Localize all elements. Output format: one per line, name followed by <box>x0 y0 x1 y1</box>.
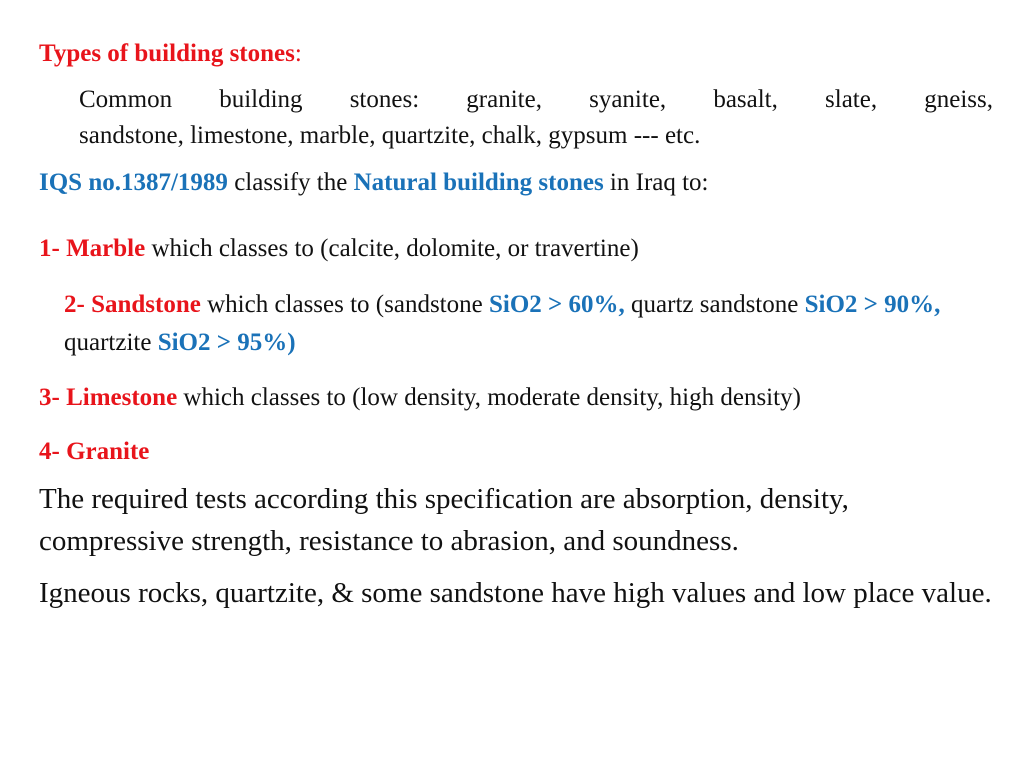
item-limestone-text: which classes to (low density, moderate density, high density) <box>177 384 801 411</box>
heading-title: Types of building stones <box>39 40 295 67</box>
item-sandstone-text-b: quartz sandstone <box>624 291 805 318</box>
common-stones-paragraph <box>79 82 993 154</box>
quartzite-sio2-value: SiO2 > 95%) <box>157 329 296 356</box>
item-sandstone <box>64 286 994 362</box>
heading-colon: : <box>294 40 302 67</box>
iqs-text-1: classify the <box>227 169 354 196</box>
required-tests-paragraph: The required tests according this specification are absorption, density, compressive strength, resistance to abrasion, and soundness. <box>39 483 849 557</box>
item-limestone <box>39 381 801 415</box>
item-granite-name: 4- Granite <box>39 438 150 465</box>
iqs-classification-line <box>39 166 709 200</box>
item-sandstone-text-c: quartzite <box>64 329 158 356</box>
common-stones-line-2: sandstone, limestone, marble, quartzite, chalk, gypsum --- etc. <box>79 122 701 149</box>
common-stones-line-1: Common building stones: granite, syanite, basalt, slate, gneiss, <box>79 86 993 113</box>
item-sandstone-text-a: which classes to (sandstone <box>200 291 489 318</box>
item-marble-name: 1- Marble <box>39 235 146 262</box>
section-heading <box>39 38 302 70</box>
iqs-text-2: in Iraq to: <box>603 169 709 196</box>
quartz-sandstone-sio2-value: SiO2 > 90%, <box>804 291 941 318</box>
igneous-rocks-paragraph: Igneous rocks, quartzite, & some sandstone have high values and low place value. <box>39 577 992 609</box>
iqs-category: Natural building stones <box>353 169 604 196</box>
sandstone-sio2-value: SiO2 > 60%, <box>488 291 625 318</box>
item-limestone-name: 3- Limestone <box>39 384 178 411</box>
item-sandstone-name: 2- Sandstone <box>64 291 201 318</box>
iqs-standard: IQS no.1387/1989 <box>39 169 228 196</box>
item-granite <box>39 435 149 469</box>
item-marble-text: which classes to (calcite, dolomite, or travertine) <box>145 235 639 262</box>
item-marble <box>39 232 639 266</box>
